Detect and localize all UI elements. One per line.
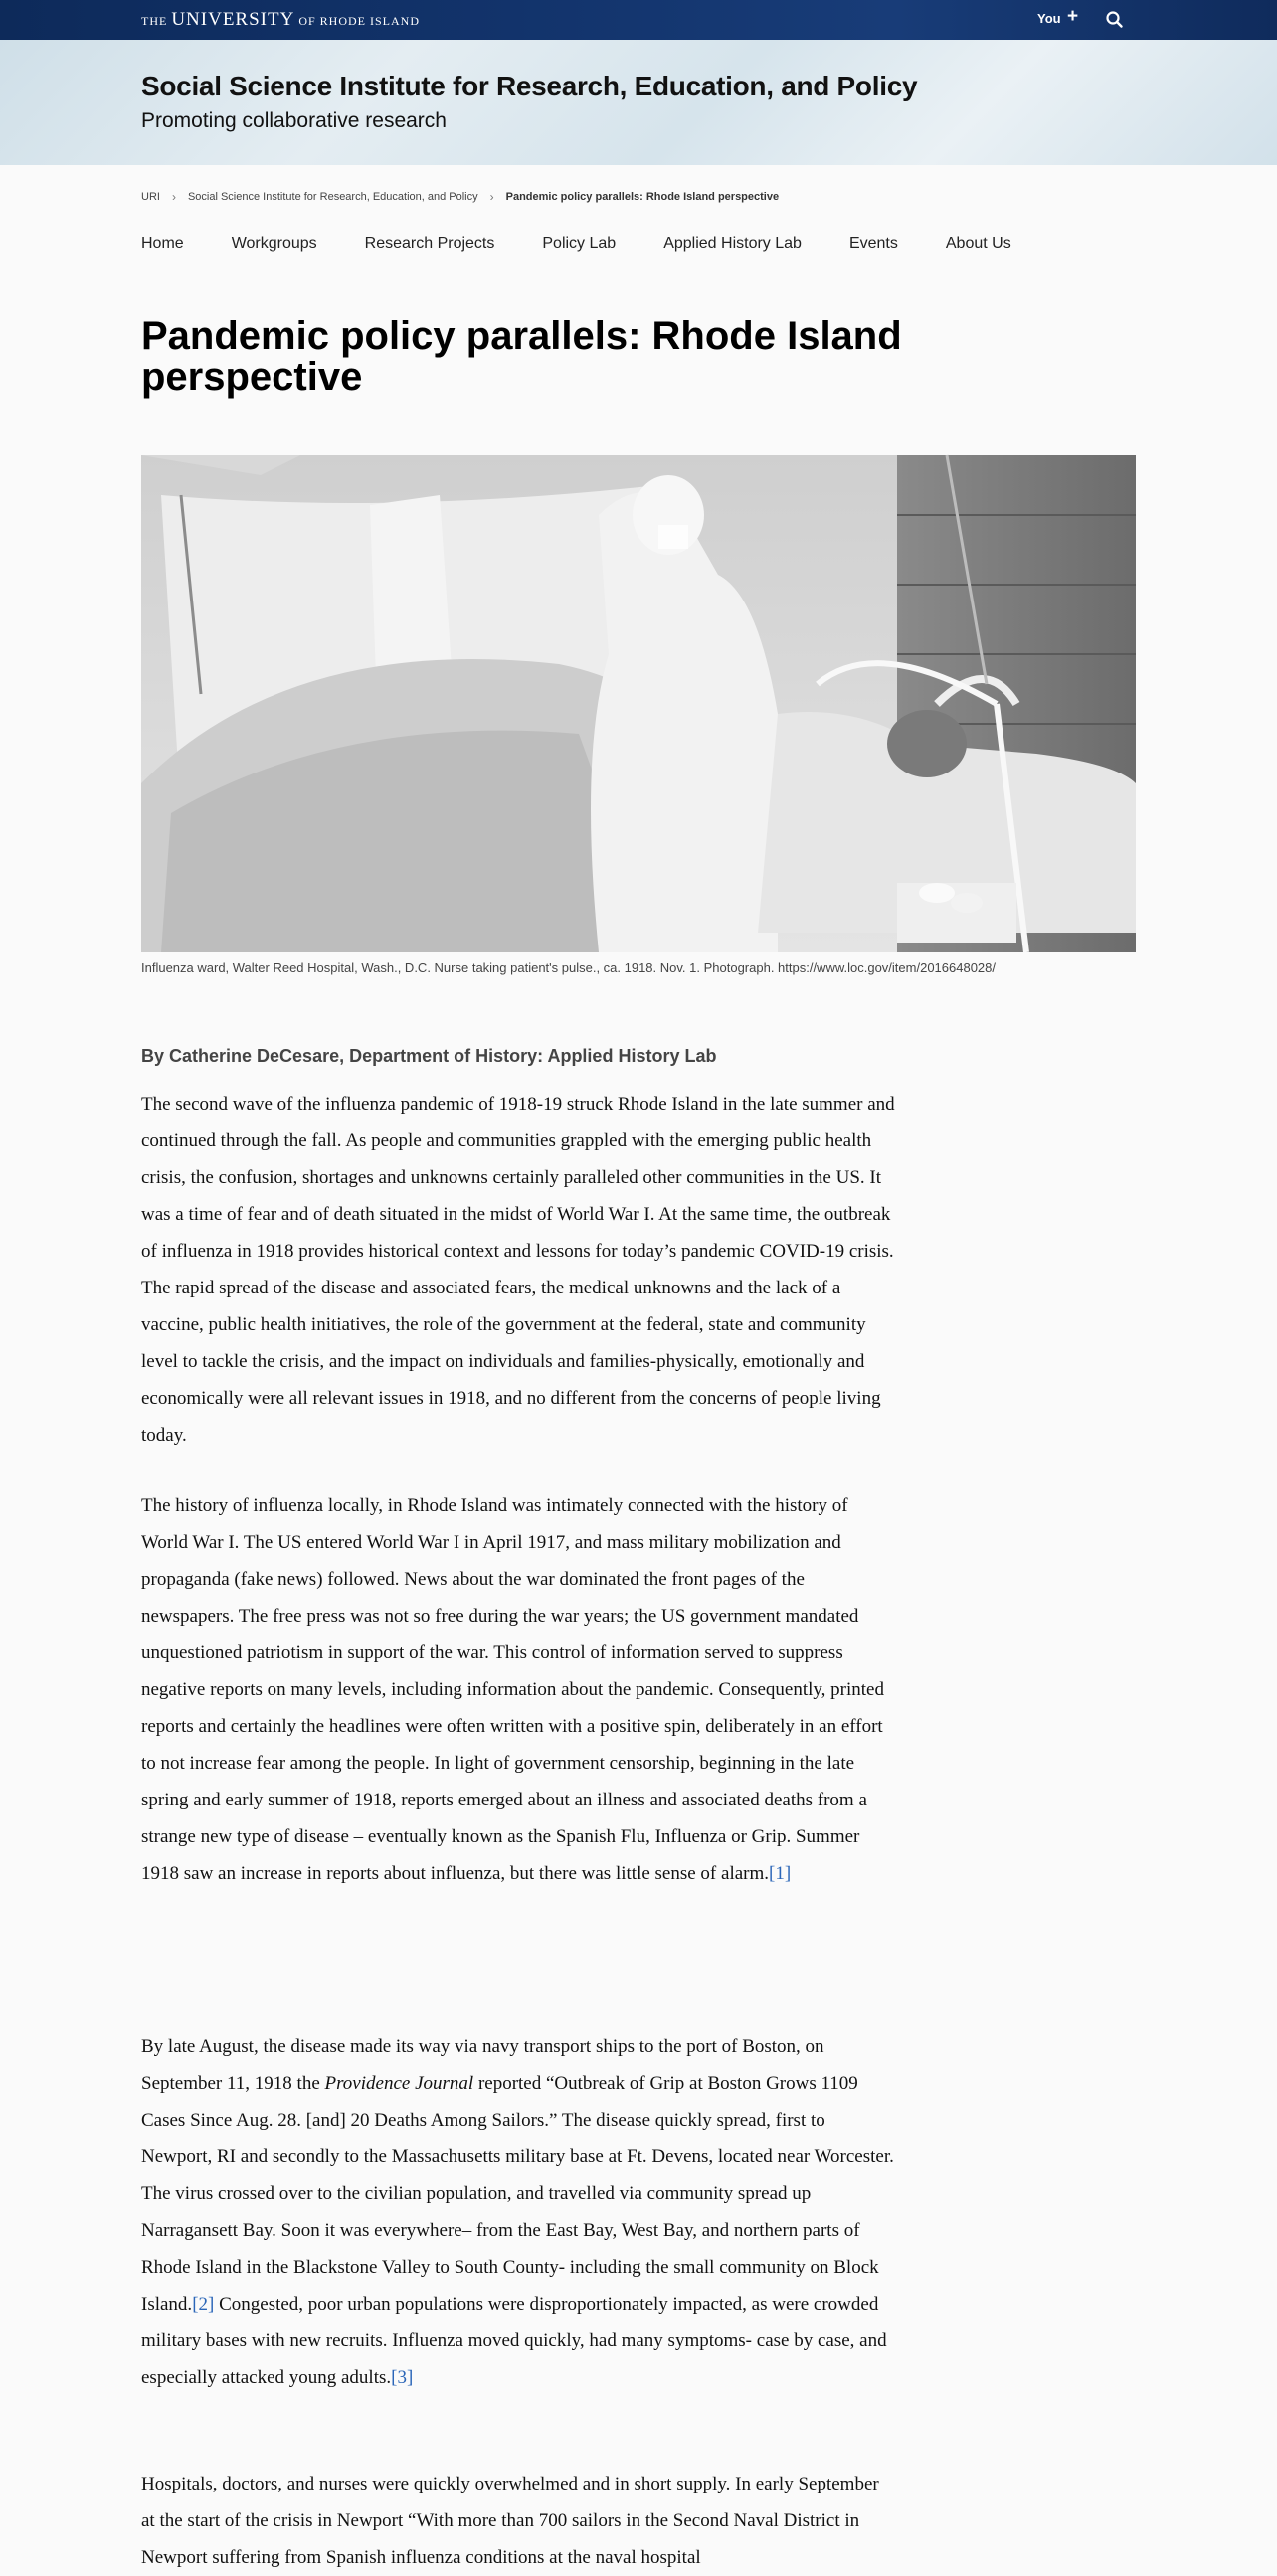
footnote-link-2[interactable]: [2]	[192, 2294, 215, 2315]
article-paragraph-4: Hospitals, doctors, and nurses were quickly overwhelmed and in short supply. In early September at the start of the crisis in Newport “With more than 700 sailors in the Second Naval District in Newport suffering from Spanish influenza conditions at the naval hospital	[141, 2474, 879, 2568]
article-paragraph-3: By late August, the disease made its way via navy transport ships to the port of Boston, on September 11, 1918 the Providence Journal reported “Outbreak of Grip at Boston Grows 1109 Cases Since Aug. 28. [and] 20 Deaths Among Sailors.” The disease quickly spread, first to Newport, RI and secondly to the Massachusetts military base at Ft. Devens, located near Worcester. The virus crossed over to the civilian population, and travelled via community spread up Narragansett Bay. Soon it was everywhere– from the East Bay, West Bay, and northern parts of Rhode Island in the Blackstone Valley to South County- including the small community on Block Island.[2] Congested, poor urban populations were disproportionately impacted, as were crowded military bases with new recruits. Influenza moved quickly, had many symptoms- case by case, and especially attacked young adults.[3]	[141, 2036, 894, 2388]
article-paragraph-2: The history of influenza locally, in Rhode Island was intimately connected with the history of World War I. The US entered World War I in April 1917, and mass military mobilization and propaganda (fake news) followed. News about the war dominated the front pages of the newspapers. The free press was not so free during the war years; the US government mandated unquestioned patriotism in support of the war. This control of information served to suppress negative reports on many levels, including information about the pandemic. Consequently, printed reports and certainly the headlines were often written with a positive spin, deliberately in an effort to not increase fear among the people. In light of government censorship, beginning in the late spring and early summer of 1918, reports emerged about an illness and associated deaths from a strange new type of disease – eventually known as the Spanish Flu, Influenza or Grip. Summer 1918 saw an increase in reports about influenza, but there was little sense of alarm.[1]	[141, 1495, 884, 1884]
site-title[interactable]: Social Science Institute for Research, Education, and Policy	[141, 71, 918, 101]
nav-item-workgroups[interactable]: Workgroups	[231, 235, 317, 252]
article-paragraph-1: The second wave of the influenza pandemic of 1918-19 struck Rhode Island in the late summer and continued through the fall. As people and communities grappled with the emerging public health crisis, the confusion, shortages and unknowns certainly paralleled other communities in the US. It was a time of fear and of death situated in the midst of World War I. At the same time, the outbreak of influenza in 1918 provides historical context and lessons for today’s pandemic COVID-19 crisis. The rapid spread of the disease and associated fears, the medical unknowns and the lack of a vaccine, public health initiatives, the role of the government at the federal, state and community level to tackle the crisis, and the impact on individuals and families-physically, emotionally and economically were all relevant issues in 1918, and no different from the concerns of people living today.	[141, 1094, 895, 1446]
chevron-right-icon: ›	[489, 190, 494, 204]
article-byline: By Catherine DeCesare, Department of History: Applied History Lab	[141, 1046, 717, 1066]
nav-item-policy-lab[interactable]: Policy Lab	[542, 235, 617, 252]
nav-item-events[interactable]: Events	[848, 235, 898, 252]
breadcrumb-link-uri[interactable]: URI	[141, 191, 160, 203]
nav-item-home[interactable]: Home	[141, 235, 184, 252]
plus-icon[interactable]: +	[1067, 6, 1079, 27]
hero-image	[141, 455, 1136, 952]
footnote-link-3[interactable]: [3]	[391, 2367, 414, 2388]
nav-item-applied-history-lab[interactable]: Applied History Lab	[663, 235, 802, 252]
nav-item-about-us[interactable]: About Us	[945, 235, 1011, 252]
university-logo[interactable]: THE UNIVERSITY OF RHODE ISLAND	[141, 9, 420, 30]
breadcrumb	[141, 190, 779, 204]
site-banner	[0, 40, 1277, 165]
site-tagline: Promoting collaborative research	[141, 109, 447, 132]
chevron-right-icon: ›	[171, 190, 176, 204]
image-caption: Influenza ward, Walter Reed Hospital, Wash., D.C. Nurse taking patient's pulse., ca. 1918. Nov. 1. Photograph. https://www.loc.gov/item/2016648028/	[141, 960, 997, 975]
main-nav	[141, 235, 1059, 253]
nav-item-research-projects[interactable]: Research Projects	[364, 235, 495, 252]
breadcrumb-current: Pandemic policy parallels: Rhode Island perspective	[505, 191, 780, 203]
page-title: Pandemic policy parallels: Rhode Island perspective	[141, 314, 902, 399]
search-icon[interactable]	[1105, 10, 1125, 30]
you-menu-button[interactable]: You	[1037, 11, 1061, 26]
footnote-link-1[interactable]: [1]	[769, 1863, 792, 1884]
breadcrumb-link-institute[interactable]: Social Science Institute for Research, Education, and Policy	[187, 191, 478, 203]
university-top-bar	[0, 0, 1277, 40]
